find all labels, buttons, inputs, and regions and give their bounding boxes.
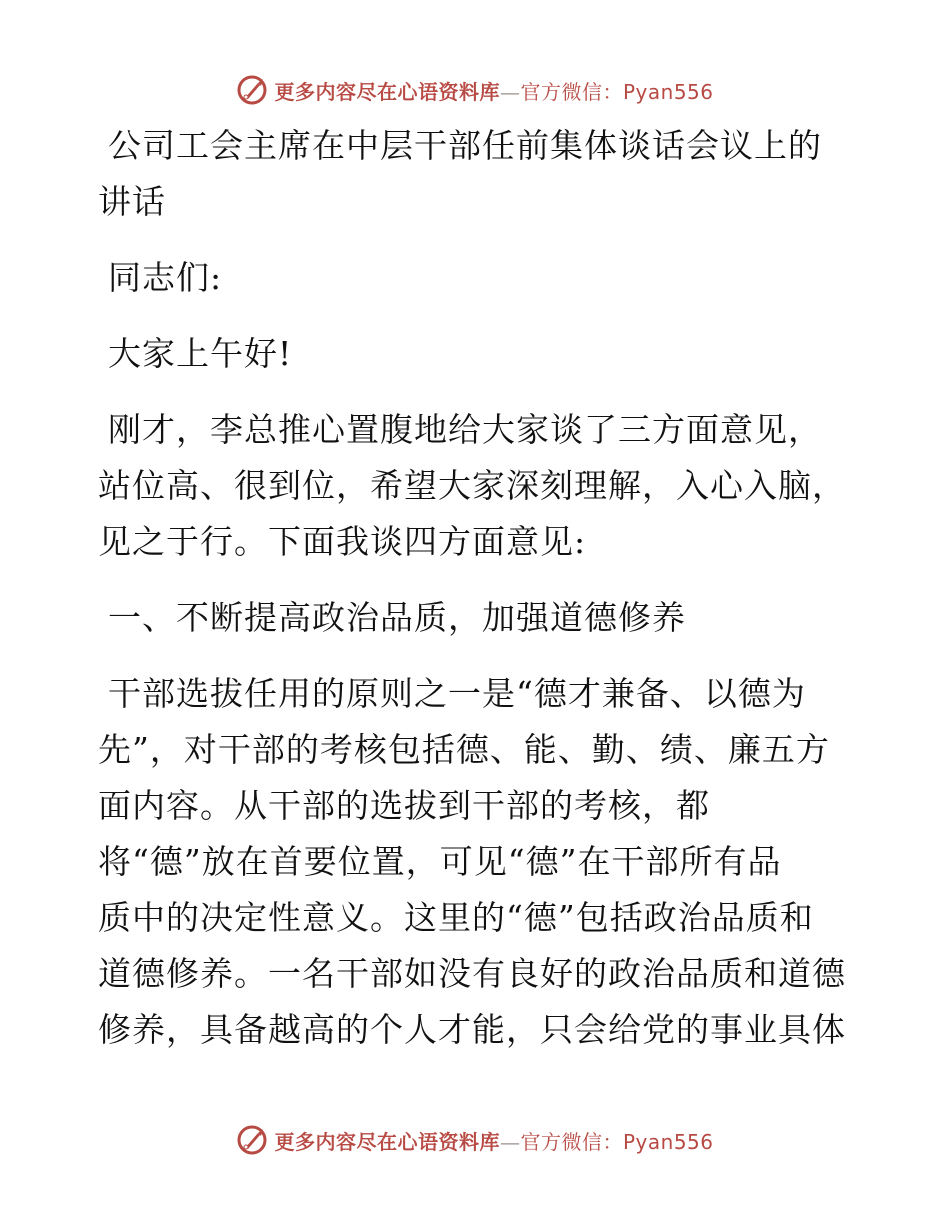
watermark-official: 官方微信： [520,1129,623,1154]
watermark-main: 更多内容尽在心语资料库 [274,79,500,104]
watermark-main: 更多内容尽在心语资料库 [274,1129,500,1154]
intro-line-1: 刚才，李总推心置腹地给大家谈了三方面意见， [108,410,822,449]
quill-logo-icon [236,1124,268,1156]
body-line-3: 面内容。从干部的选拔到干部的考核，都 [98,786,710,825]
header-watermark [0,70,950,110]
watermark-separator: — [499,1129,521,1154]
body-line-4: 将“德”放在首要位置，可见“德”在干部所有品 [98,842,782,881]
title-line-2: 讲话 [98,182,166,221]
body-line-6: 道德修养。一名干部如没有良好的政治品质和道德 [98,954,846,993]
quill-logo-icon [236,74,268,106]
watermark-id: Pyan556 [622,1129,714,1154]
section-heading: 一、不断提高政治品质，加强道德修养 [108,598,686,637]
watermark-text [274,76,713,105]
body-line-2: 先”，对干部的考核包括德、能、勤、绩、廉五方 [98,730,830,769]
greeting: 大家上午好! [108,334,293,373]
watermark-id: Pyan556 [622,79,714,104]
body-line-1: 干部选拔任用的原则之一是“德才兼备、以德为 [108,674,806,713]
salutation: 同志们: [108,258,223,297]
footer-watermark [0,1120,950,1160]
intro-line-3: 见之于行。下面我谈四方面意见: [98,522,587,561]
body-line-5: 质中的决定性意义。这里的“德”包括政治品质和 [98,898,814,937]
watermark-text [274,1126,713,1155]
body-line-7: 修养，具备越高的个人才能，只会给党的事业具体 [98,1010,846,1049]
watermark-official: 官方微信： [520,79,623,104]
watermark-separator: — [499,79,521,104]
title-line-1: 公司工会主席在中层干部任前集体谈话会议上的 [108,126,822,165]
document-body [98,118,858,1058]
intro-line-2: 站位高、很到位，希望大家深刻理解，入心入脑， [98,466,846,505]
